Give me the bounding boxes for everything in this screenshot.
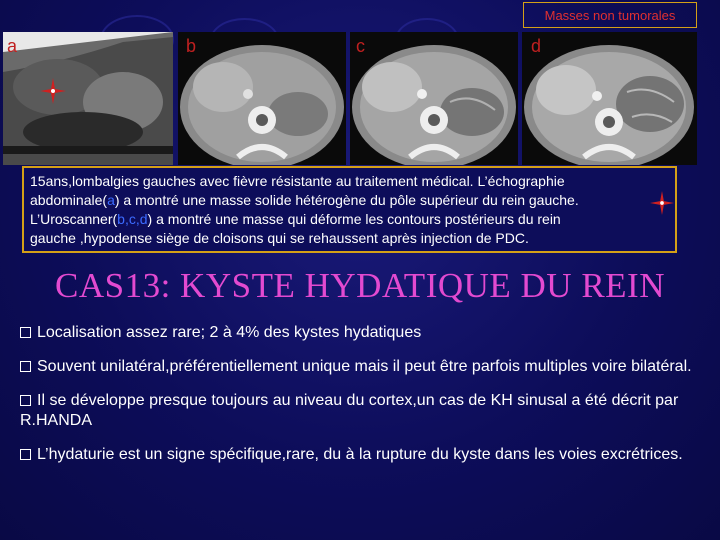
checkbox-bullet-icon bbox=[20, 395, 31, 406]
section-header bbox=[523, 2, 697, 28]
ct-image-c bbox=[350, 32, 518, 165]
panel-label-a: a bbox=[7, 36, 18, 56]
checkbox-bullet-icon bbox=[20, 449, 31, 460]
ct-image-b bbox=[178, 32, 346, 165]
marker-star-icon bbox=[650, 191, 674, 215]
ct-image-d bbox=[522, 32, 697, 165]
description-highlight: b,c,d bbox=[117, 211, 148, 227]
panel-label-d: d bbox=[531, 36, 542, 56]
marker-star-icon bbox=[40, 78, 66, 104]
section-header-label: Masses non tumorales bbox=[544, 7, 676, 23]
slide-title: CAS13: KYSTE HYDATIQUE DU REIN bbox=[55, 266, 665, 305]
description-text: abdominale( bbox=[30, 192, 108, 208]
bullet-list bbox=[20, 323, 710, 479]
description-highlight: a bbox=[107, 192, 115, 208]
bullet-item bbox=[20, 323, 710, 343]
description-line bbox=[30, 191, 670, 210]
case-description bbox=[30, 172, 670, 248]
description-text: ) a montré une masse qui déforme les contours postérieurs du rein bbox=[147, 211, 561, 227]
checkbox-bullet-icon bbox=[20, 361, 31, 372]
description-text: ) a montré une masse solide hétérogène du pôle supérieur du rein gauche. bbox=[114, 192, 579, 208]
bullet-item bbox=[20, 357, 710, 377]
bullet-text: L’hydaturie est un signe spécifique,rare, du à la rupture du kyste dans les voies excrétrices. bbox=[37, 446, 683, 463]
bullet-text: Il se développe presque toujours au niveau du cortex,un cas de KH sinusal a été décrit par R.HANDA bbox=[20, 392, 679, 429]
bullet-item bbox=[20, 445, 710, 465]
bullet-item bbox=[20, 391, 710, 431]
description-line: gauche ,hypodense siège de cloisons qui se rehaussent après injection de PDC. bbox=[30, 230, 529, 246]
checkbox-bullet-icon bbox=[20, 327, 31, 338]
bullet-text: Localisation assez rare; 2 à 4% des kystes hydatiques bbox=[37, 324, 422, 341]
bullet-text: Souvent unilatéral,préférentiellement unique mais il peut être parfois multiples voire bilatéral. bbox=[37, 358, 692, 375]
description-line: 15ans,lombalgies gauches avec fièvre résistante au traitement médical. L’échographie bbox=[30, 173, 565, 189]
panel-label-c: c bbox=[356, 36, 365, 56]
description-line bbox=[30, 210, 670, 229]
ultrasound-image-a bbox=[3, 32, 173, 165]
description-text: L’Uroscanner( bbox=[30, 211, 118, 227]
panel-label-b: b bbox=[186, 36, 197, 56]
